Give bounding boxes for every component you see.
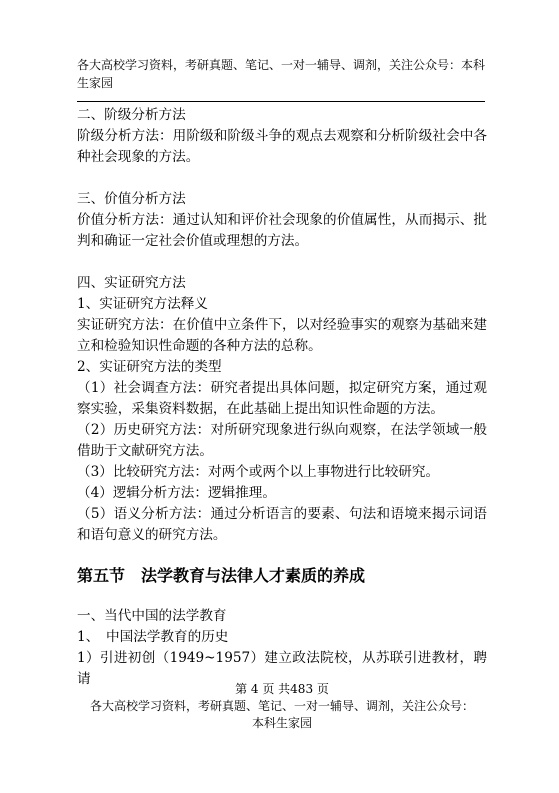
section-heading: 一、当代中国的法学教育 — [77, 608, 227, 624]
subheading: 2、实证研究方法的类型 — [77, 359, 222, 375]
paragraph: 实证研究方法：在价值中立条件下，以对经验事实的观察为基础来建立和检验知识性命题的各种方法的总称。 — [77, 317, 487, 354]
subheading: 1、 中国法学教育的历史 — [77, 629, 229, 645]
header-text: 各大高校学习资料，考研真题、笔记、一对一辅导、调剂，关注公众号：本科生家园 — [77, 58, 486, 90]
list-item: （4）逻辑分析方法：逻辑推理。 — [77, 485, 276, 501]
list-item: （2）历史研究方法：对所研究现象进行纵向观察，在法学领域一般借助于文献研究方法。 — [77, 422, 487, 459]
document-body — [77, 105, 487, 690]
section-heading: 二、阶级分析方法 — [77, 107, 186, 123]
paragraph: 阶级分析方法：用阶级和阶级斗争的观点去观察和分析阶级社会中各种社会现象的方法。 — [77, 128, 487, 165]
page-number: 第 4 页 共483 页 — [235, 682, 329, 696]
section-title-text: 法学教育与法律人才素质的养成 — [141, 566, 366, 585]
page-header — [77, 56, 487, 92]
paragraph: 1）引进初创（1949~1957）建立政法院校，从苏联引进教材，聘请 — [77, 650, 487, 687]
footer-text-line1: 各大高校学习资料，考研真题、笔记、一对一辅导、调剂，关注公众号： — [89, 699, 474, 713]
spacer — [77, 168, 487, 189]
section-heading: 三、价值分析方法 — [77, 191, 186, 207]
list-item: （3）比较研究方法：对两个或两个以上事物进行比较研究。 — [77, 464, 440, 480]
section-number: 第五节 — [77, 566, 126, 585]
chapter-section-title — [77, 564, 487, 588]
section-heading: 四、实证研究方法 — [77, 275, 186, 291]
list-item: （5）语义分析方法：通过分析语言的要素、句法和语境来揭示词语和语句意义的研究方法。 — [77, 506, 487, 543]
page-footer — [77, 681, 487, 732]
spacer — [77, 252, 487, 273]
footer-text-line2: 本科生家园 — [251, 716, 312, 730]
list-item: （1）社会调查方法：研究者提出具体问题，拟定研究方案，通过观察实验，采集资料数据，在此基础上提出知识性命题的方法。 — [77, 380, 487, 417]
paragraph: 价值分析方法：通过认知和评价社会现象的价值属性，从而揭示、批判和确证一定社会价值或理想的方法。 — [77, 212, 487, 249]
header-rule — [77, 101, 485, 102]
subheading: 1、实证研究方法释义 — [77, 296, 208, 312]
